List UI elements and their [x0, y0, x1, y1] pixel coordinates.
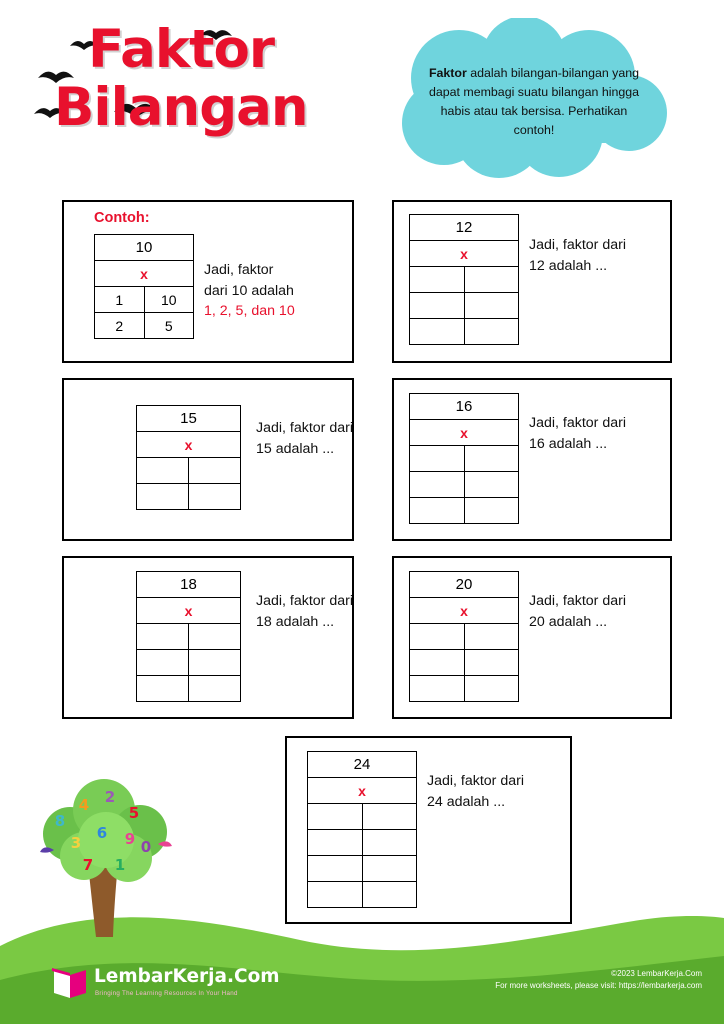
answer-cell[interactable]	[410, 267, 465, 293]
svg-text:4: 4	[78, 796, 90, 814]
answer-cell[interactable]	[189, 458, 241, 484]
problem-statement-16-line1: Jadi, faktor dari	[529, 415, 626, 431]
answer-cell[interactable]	[189, 650, 241, 676]
answer-cell[interactable]	[464, 472, 519, 498]
answer-cell[interactable]	[410, 624, 465, 650]
problem-box-15	[62, 378, 354, 541]
answer-cell[interactable]	[410, 293, 465, 319]
site-logo[interactable]	[50, 964, 280, 1004]
answer-cell[interactable]	[137, 624, 189, 650]
answer-cell[interactable]	[410, 676, 465, 702]
problem-statement-24-line2: 24 adalah ...	[427, 793, 506, 810]
logo-text: LembarKerja.Com	[94, 966, 280, 987]
problem-statement-20	[529, 591, 669, 632]
example-cell[interactable]: 5	[144, 313, 194, 339]
svg-text:6: 6	[96, 824, 108, 842]
answer-cell[interactable]	[362, 830, 417, 856]
svg-text:8: 8	[54, 812, 66, 830]
answer-cell[interactable]	[464, 676, 519, 702]
problem-operator-15: x	[137, 432, 241, 458]
answer-cell[interactable]	[137, 458, 189, 484]
problem-number-18: 18	[137, 572, 241, 598]
answer-cell[interactable]	[464, 650, 519, 676]
example-operator: x	[95, 261, 194, 287]
example-statement-line1: Jadi, faktor	[204, 262, 274, 278]
answer-cell[interactable]	[410, 472, 465, 498]
book-icon	[50, 964, 90, 1002]
svg-text:7: 7	[82, 856, 94, 874]
logo-tagline: Bringing The Learning Resources In Your Hand	[95, 990, 238, 997]
svg-text:0: 0	[140, 838, 152, 856]
svg-text:3: 3	[70, 834, 82, 852]
answer-cell[interactable]	[410, 498, 465, 524]
answer-cell[interactable]	[464, 446, 519, 472]
cloud-text	[423, 64, 645, 139]
answer-cell[interactable]	[308, 856, 363, 882]
problem-box-16	[392, 378, 672, 541]
cloud-text-bold: Faktor	[428, 66, 467, 80]
problem-number-20: 20	[410, 572, 519, 598]
problem-statement-15-line1: Jadi, faktor dari	[256, 420, 353, 436]
svg-text:9: 9	[124, 830, 136, 848]
title-line-2: Bilangan	[54, 76, 308, 138]
problem-statement-12	[529, 235, 669, 276]
answer-cell[interactable]	[137, 676, 189, 702]
page-title	[48, 19, 388, 172]
example-statement-line2: dari 10 adalah	[204, 282, 294, 299]
number-tree-illustration	[18, 752, 193, 937]
answer-cell[interactable]	[189, 484, 241, 510]
problem-operator-16: x	[410, 420, 519, 446]
example-cell[interactable]: 10	[144, 287, 194, 313]
svg-text:2: 2	[104, 788, 116, 806]
answer-cell[interactable]	[464, 498, 519, 524]
example-cell[interactable]: 1	[95, 287, 145, 313]
answer-cell[interactable]	[410, 319, 465, 345]
problem-statement-15	[256, 418, 396, 459]
problem-operator-18: x	[137, 598, 241, 624]
title-line-1: Faktor	[88, 19, 274, 80]
problem-number-16: 16	[410, 394, 519, 420]
problem-operator-12: x	[410, 241, 519, 267]
problem-statement-24-line1: Jadi, faktor dari	[427, 773, 524, 789]
answer-cell[interactable]	[137, 484, 189, 510]
answer-cell[interactable]	[308, 804, 363, 830]
problem-table-15	[136, 405, 241, 510]
example-box	[62, 200, 354, 363]
problem-operator-20: x	[410, 598, 519, 624]
example-label: Contoh:	[94, 210, 150, 226]
problem-box-20	[392, 556, 672, 719]
problem-number-24: 24	[308, 752, 417, 778]
problem-statement-18-line2: 18 adalah ...	[256, 613, 335, 630]
problem-table-16	[409, 393, 519, 524]
problem-statement-16-line2: 16 adalah ...	[529, 435, 608, 452]
svg-text:5: 5	[128, 804, 140, 822]
example-number: 10	[95, 235, 194, 261]
problem-number-12: 12	[410, 215, 519, 241]
answer-cell[interactable]	[362, 856, 417, 882]
problem-statement-18	[256, 591, 396, 632]
problem-box-12	[392, 200, 672, 363]
problem-statement-20-line1: Jadi, faktor dari	[529, 593, 626, 609]
example-table	[94, 234, 194, 339]
example-statement	[204, 260, 349, 322]
cloud-text-rest: adalah bilangan-bilangan yang dapat membagi suatu bilangan hingga habis atau tak bersisa. Perhatikan contoh!	[428, 66, 640, 137]
problem-statement-12-line2: 12 adalah ...	[529, 257, 608, 274]
problem-statement-15-line2: 15 adalah ...	[256, 440, 335, 457]
example-cell[interactable]: 2	[95, 313, 145, 339]
answer-cell[interactable]	[464, 267, 519, 293]
info-cloud	[389, 18, 679, 188]
answer-cell[interactable]	[308, 830, 363, 856]
problem-table-12	[409, 214, 519, 345]
answer-cell[interactable]	[464, 624, 519, 650]
problem-operator-24: x	[308, 778, 417, 804]
copyright-text: ©2023 LembarKerja.Com	[611, 969, 702, 978]
footer-note	[495, 968, 702, 992]
problem-statement-20-line2: 20 adalah ...	[529, 613, 608, 630]
answer-cell[interactable]	[189, 624, 241, 650]
problem-number-15: 15	[137, 406, 241, 432]
answer-cell[interactable]	[362, 804, 417, 830]
problem-table-18	[136, 571, 241, 702]
svg-text:1: 1	[114, 856, 126, 874]
answer-cell[interactable]	[464, 293, 519, 319]
problem-box-18	[62, 556, 354, 719]
problem-statement-16	[529, 413, 669, 454]
example-answer: 1, 2, 5, dan 10	[204, 303, 295, 320]
answer-cell[interactable]	[410, 650, 465, 676]
answer-cell[interactable]	[137, 650, 189, 676]
answer-cell[interactable]	[410, 446, 465, 472]
problem-table-20	[409, 571, 519, 702]
answer-cell[interactable]	[189, 676, 241, 702]
problem-statement-24	[427, 771, 567, 812]
problem-statement-18-line1: Jadi, faktor dari	[256, 593, 353, 609]
answer-cell[interactable]	[464, 319, 519, 345]
problem-statement-12-line1: Jadi, faktor dari	[529, 237, 626, 253]
more-worksheets-text: For more worksheets, please visit: https://lembarkerja.com	[495, 981, 702, 990]
